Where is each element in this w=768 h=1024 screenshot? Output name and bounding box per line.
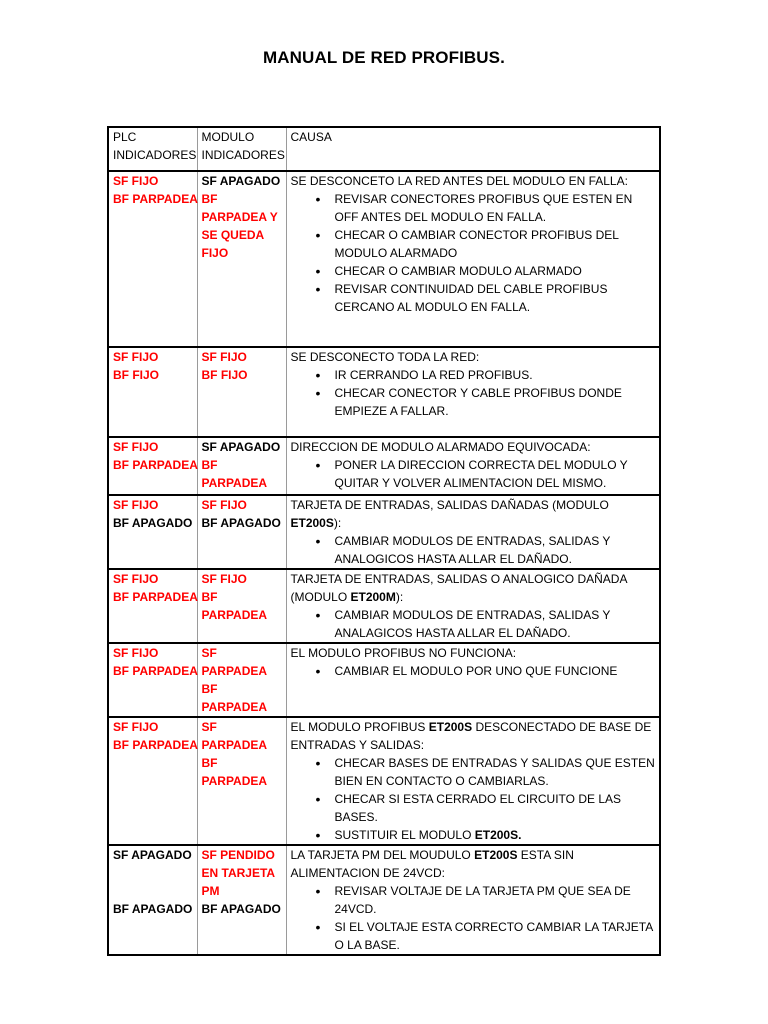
cause-step-part: REVISAR CONECTORES PROFIBUS QUE ESTEN EN OFF ANTES DEL MODULO EN FALLA.	[334, 192, 633, 224]
cause-cell	[286, 569, 660, 643]
table-row	[108, 437, 660, 495]
module-indicator: SF FIJO	[201, 572, 247, 586]
plc-indicators-cell	[108, 437, 197, 495]
cause-step-part: CHECAR O CAMBIAR CONECTOR PROFIBUS DEL MODULO ALARMADO	[334, 228, 619, 260]
cause-step-part: CAMBIAR MODULOS DE ENTRADAS, SALIDAS Y ANALOGICOS HASTA ALLAR EL DAÑADO.	[334, 534, 611, 566]
plc-indicators-cell	[108, 845, 197, 955]
table-row	[108, 495, 660, 569]
cause-step-part: SUSTITUIR EL MODULO	[334, 828, 475, 842]
module-indicators-cell	[197, 717, 286, 845]
cause-text	[291, 496, 656, 532]
module-indicator: SF PARPADEA	[201, 646, 268, 678]
cause-text-part: ):	[333, 516, 342, 530]
cause-step-part: CHECAR CONECTOR Y CABLE PROFIBUS DONDE EMPIEZE A FALLAR.	[334, 386, 622, 418]
cause-text	[291, 438, 656, 456]
table-row	[108, 347, 660, 437]
module-indicators-cell	[197, 845, 286, 955]
plc-indicators-cell	[108, 347, 197, 437]
cause-step-part: PONER LA DIRECCION CORRECTA DEL MODULO Y QUITAR Y VOLVER ALIMENTACION DEL MISMO.	[334, 458, 628, 490]
cause-steps	[291, 366, 656, 420]
module-indicator: SF PARPADEA	[201, 720, 268, 752]
cause-cell	[286, 347, 660, 437]
cause-step	[335, 226, 656, 262]
cause-step	[335, 280, 656, 316]
cause-text	[291, 570, 656, 606]
plc-indicator: SF FIJO	[113, 498, 159, 512]
cause-text-part: TARJETA DE ENTRADAS, SALIDAS O ANALOGICO DAÑADA (MODULO	[290, 572, 627, 604]
module-indicator: BF APAGADO	[201, 516, 281, 530]
header-causa: CAUSA	[286, 127, 660, 171]
cause-step-part: IR CERRANDO LA RED PROFIBUS.	[334, 368, 533, 382]
plc-indicator: BF PARPADEA	[113, 192, 198, 206]
module-indicators-cell	[197, 437, 286, 495]
module-indicator: BF PARPADEA Y SE QUEDA FIJO	[201, 192, 278, 260]
cause-step	[335, 882, 656, 918]
cause-text-part: DIRECCION DE MODULO ALARMADO EQUIVOCADA:	[290, 440, 591, 454]
header-modulo: MODULO INDICADORES	[197, 127, 286, 171]
cause-step-part: CHECAR O CAMBIAR MODULO ALARMADO	[334, 264, 582, 278]
module-indicator: SF FIJO	[201, 498, 247, 512]
cause-text-part: ESTA SIN ALIMENTACION DE 24VCD:	[290, 848, 574, 880]
cause-text-part: LA TARJETA PM DEL MOUDULO	[290, 848, 475, 862]
cause-step	[335, 384, 656, 420]
cause-step-part: CHECAR BASES DE ENTRADAS Y SALIDAS QUE ESTEN BIEN EN CONTACTO O CAMBIARLAS.	[334, 756, 655, 788]
cause-step	[335, 754, 656, 790]
plc-indicator: BF PARPADEA	[113, 664, 198, 678]
header-plc: PLC INDICADORES	[108, 127, 197, 171]
cause-steps	[291, 532, 656, 568]
cause-text-part: ET200S	[290, 516, 334, 530]
cause-step	[335, 456, 656, 492]
plc-indicator: BF PARPADEA	[113, 458, 198, 472]
cause-steps	[291, 606, 656, 642]
cause-step	[335, 532, 656, 568]
plc-indicators-cell	[108, 171, 197, 347]
cause-steps	[291, 662, 656, 680]
module-indicator: BF PARPADEA	[201, 458, 268, 490]
cause-step-part: ET200S.	[474, 828, 522, 842]
plc-indicator: SF FIJO	[113, 174, 159, 188]
plc-indicator: SF FIJO	[113, 572, 159, 586]
module-indicators-cell	[197, 569, 286, 643]
plc-indicator: SF APAGADO	[113, 848, 192, 862]
header-row	[108, 127, 660, 171]
plc-indicator: BF PARPADEA	[113, 738, 198, 752]
module-indicator: SF APAGADO	[201, 174, 281, 188]
module-indicator: BF FIJO	[201, 368, 248, 382]
table-row	[108, 569, 660, 643]
cause-step-part: REVISAR VOLTAJE DE LA TARJETA PM QUE SEA DE 24VCD.	[334, 884, 631, 916]
cause-step	[335, 826, 656, 844]
module-indicator: BF PARPADEA	[201, 682, 268, 714]
plc-indicators-cell	[108, 643, 197, 717]
module-indicator: BF APAGADO	[201, 902, 281, 916]
cause-step	[335, 190, 656, 226]
cause-text	[291, 846, 656, 882]
module-indicators-cell	[197, 347, 286, 437]
cause-text-part: EL MODULO PROFIBUS	[290, 720, 429, 734]
cause-text-part: TARJETA DE ENTRADAS, SALIDAS DAÑADAS (MODULO	[290, 498, 609, 512]
plc-indicator: BF FIJO	[113, 368, 160, 382]
cause-text-part: DESCONECTADO DE BASE DE ENTRADAS Y SALIDAS:	[290, 720, 652, 752]
cause-steps	[291, 456, 656, 492]
cause-cell	[286, 845, 660, 955]
cause-step-part: SI EL VOLTAJE ESTA CORRECTO CAMBIAR LA TARJETA O LA BASE.	[334, 920, 653, 952]
cause-steps	[291, 754, 656, 844]
profibus-table	[107, 126, 661, 956]
table-row	[108, 171, 660, 347]
cause-text	[291, 172, 656, 190]
cause-steps	[291, 882, 656, 954]
cause-step-part: CAMBIAR MODULOS DE ENTRADAS, SALIDAS Y ANALAGICOS HASTA ALLAR EL DAÑADO.	[334, 608, 611, 640]
cause-cell	[286, 643, 660, 717]
page-title: MANUAL DE RED PROFIBUS.	[263, 48, 505, 67]
table-row	[108, 717, 660, 845]
cause-text-part: SE DESCONCETO LA RED ANTES DEL MODULO EN FALLA:	[290, 174, 628, 188]
module-indicators-cell	[197, 643, 286, 717]
cause-step-part: CHECAR SI ESTA CERRADO EL CIRCUITO DE LAS BASES.	[334, 792, 622, 824]
cause-step	[335, 662, 656, 680]
module-indicator: SF FIJO	[201, 350, 247, 364]
cause-cell	[286, 717, 660, 845]
plc-indicators-cell	[108, 717, 197, 845]
plc-indicator: SF FIJO	[113, 350, 159, 364]
plc-indicator: BF APAGADO	[113, 902, 193, 916]
plc-indicators-cell	[108, 569, 197, 643]
cause-text-part: SE DESCONECTO TODA LA RED:	[290, 350, 480, 364]
cause-cell	[286, 171, 660, 347]
cause-text-part: ET200S	[428, 720, 473, 734]
cause-step	[335, 918, 656, 954]
module-indicator: BF PARPADEA	[201, 756, 268, 788]
module-indicator: BF PARPADEA	[201, 590, 268, 622]
module-indicators-cell	[197, 495, 286, 569]
plc-indicator: SF FIJO	[113, 646, 159, 660]
cause-text-part: ET200M	[350, 590, 396, 604]
cause-text	[291, 348, 656, 366]
plc-indicators-cell	[108, 495, 197, 569]
plc-indicator: BF PARPADEA	[113, 590, 198, 604]
module-indicators-cell	[197, 171, 286, 347]
cause-step-part: CAMBIAR EL MODULO POR UNO QUE FUNCIONE	[334, 664, 618, 678]
cause-step	[335, 606, 656, 642]
cause-text-part: EL MODULO PROFIBUS NO FUNCIONA:	[290, 646, 517, 660]
module-indicator: SF APAGADO	[201, 440, 281, 454]
cause-step-part: REVISAR CONTINUIDAD DEL CABLE PROFIBUS CERCANO AL MODULO EN FALLA.	[334, 282, 608, 314]
cause-text-part: ET200S	[474, 848, 518, 862]
table-row	[108, 643, 660, 717]
cause-step	[335, 366, 656, 384]
cause-steps	[291, 190, 656, 316]
cause-cell	[286, 495, 660, 569]
plc-indicator: SF FIJO	[113, 440, 159, 454]
cause-text-part: ):	[395, 590, 404, 604]
cause-step	[335, 790, 656, 826]
table-row	[108, 845, 660, 955]
module-indicator: SF PENDIDO EN TARJETA PM	[201, 848, 275, 898]
cause-text	[291, 644, 656, 662]
plc-indicator: BF APAGADO	[113, 516, 193, 530]
cause-cell	[286, 437, 660, 495]
cause-text	[291, 718, 656, 754]
cause-step	[335, 262, 656, 280]
plc-indicator: SF FIJO	[113, 720, 159, 734]
